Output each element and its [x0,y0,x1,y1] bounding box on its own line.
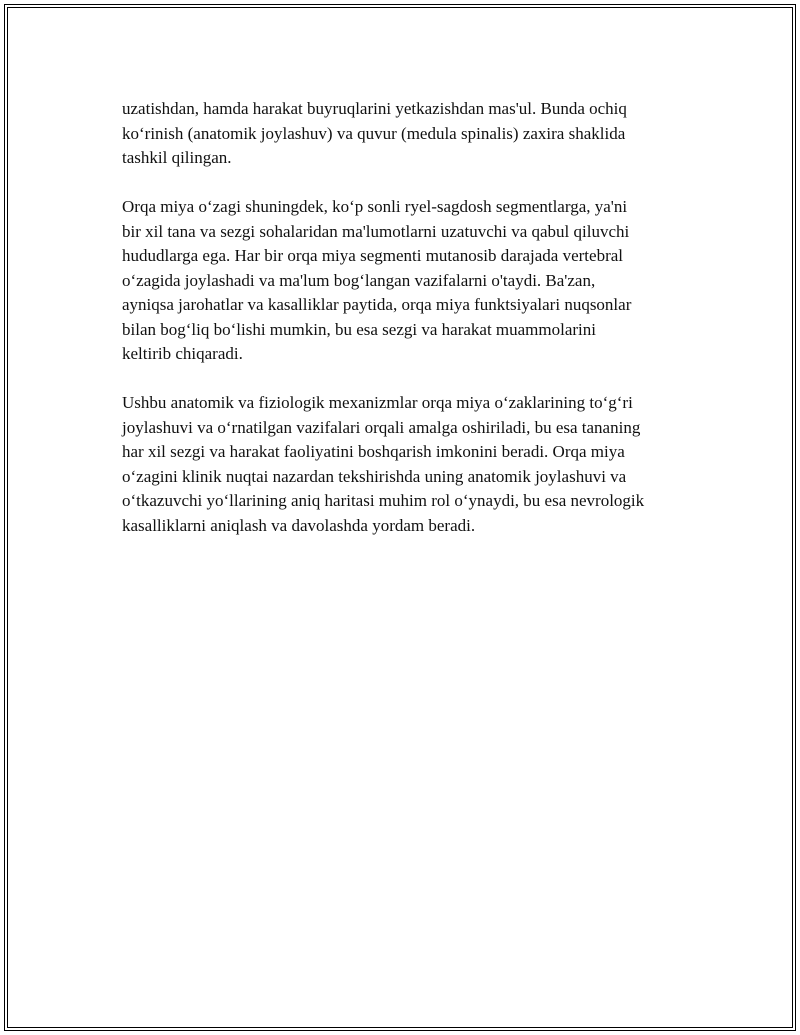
body-text [122,97,702,563]
text-line: Ushbu anatomik va fiziologik mexanizmlar orqa miya o‘zaklarining to‘g‘ri [122,393,633,412]
text-line: o‘zagida joylashadi va ma'lum bog‘langan vazifalarni o'taydi. Ba'zan, [122,270,596,290]
text-line: kasalliklarni aniqlash va davolashda yordam beradi. [122,515,476,535]
text-line: hududlarga ega. Har bir orqa miya segmenti mutanosib darajada vertebral [122,246,624,265]
text-line: uzatishdan, hamda harakat buyruqlarini yetkazishdan mas'ul. Bunda ochiq [122,99,627,118]
text-line: har xil sezgi va harakat faoliyatini boshqarish imkonini beradi. Orqa miya [122,442,625,461]
text-line: Orqa miya o‘zagi shuningdek, ko‘p sonli ryel-sagdosh segmentlarga, ya'ni [122,197,628,216]
text-line: keltirib chiqaradi. [122,344,243,363]
text-line: o‘tkazuvchi yo‘llarining aniq haritasi muhim rol o‘ynaydi, bu esa nevrologik [122,491,645,510]
text-line: joylashuvi va o‘rnatilgan vazifalari orqali amalga oshiriladi, bu esa tananing [122,417,641,437]
text-line: o‘zagini klinik nuqtai nazardan tekshirishda uning anatomik joylashuvi va [122,466,627,486]
text-line: ayniqsa jarohatlar va kasalliklar paytida, orqa miya funktsiyalari nuqsonlar [122,295,632,314]
paragraph-3 [122,391,702,538]
document-page [4,4,796,1031]
text-line: tashkil qilingan. [122,148,232,167]
text-line: bir xil tana va sezgi sohalaridan ma'lumotlarni uzatuvchi va qabul qiluvchi [122,221,630,241]
text-line: ko‘rinish (anatomik joylashuv) va quvur (medula spinalis) zaxira shaklida [122,123,626,143]
paragraph-1 [122,97,702,171]
text-line: bilan bog‘liq bo‘lishi mumkin, bu esa sezgi va harakat muammolarini [122,319,597,339]
paragraph-2 [122,195,702,367]
